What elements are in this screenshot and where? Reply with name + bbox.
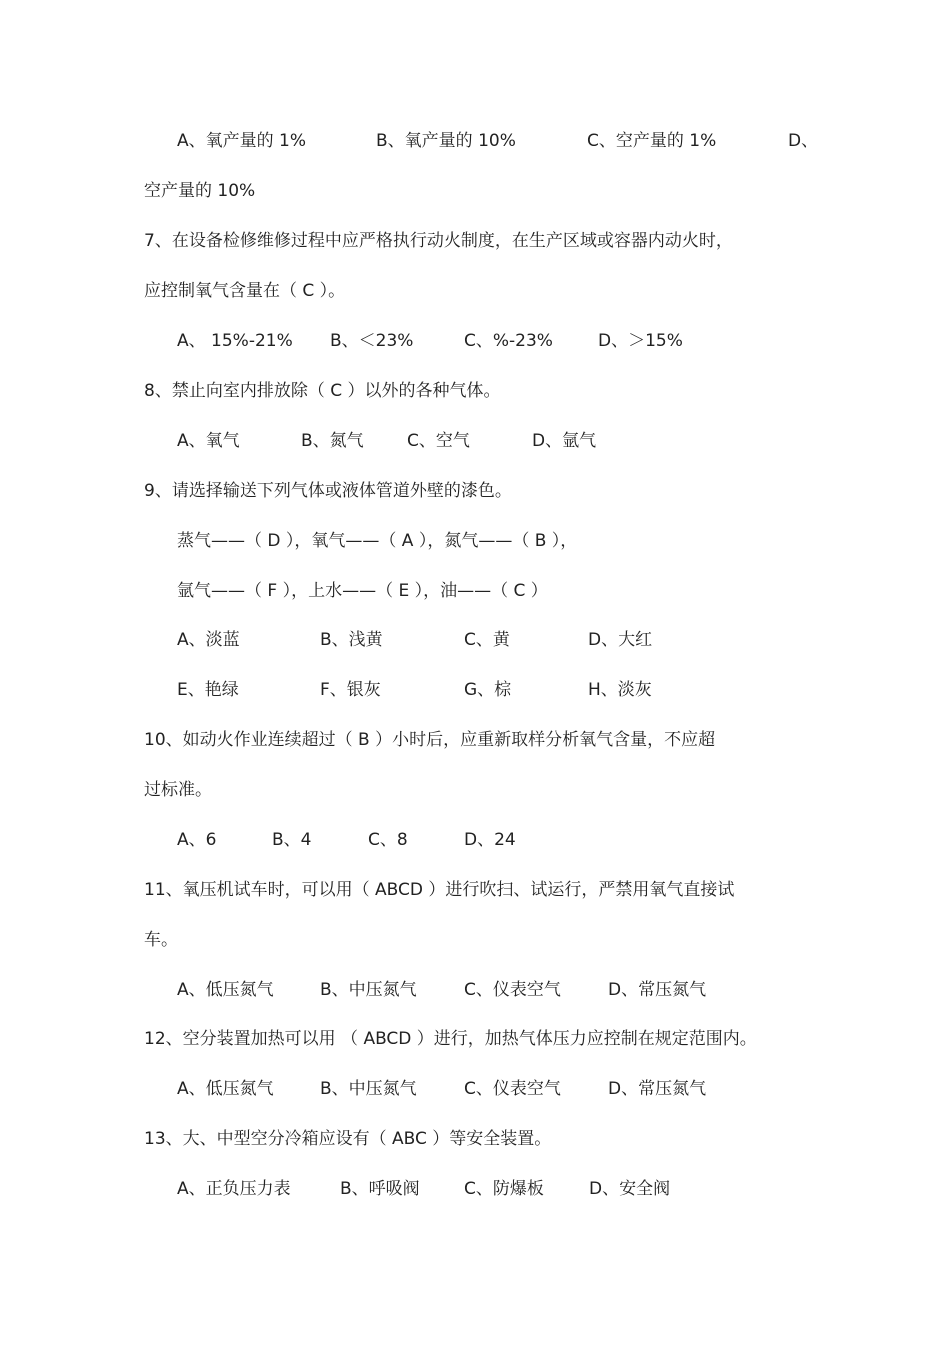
q9-option-f: F、银灰 [320, 680, 381, 700]
q9-option-a: A、淡蓝 [177, 630, 240, 650]
q13-option-c: C、防爆板 [464, 1179, 544, 1199]
q13-option-d: D、安全阀 [589, 1179, 671, 1199]
q11-text2: 车。 [144, 930, 178, 950]
q9-text3: 氩气——（ F ），上水——（ E ），油——（ C ） [177, 581, 548, 601]
q7-text2: 应控制氧气含量在（ C ）。 [144, 281, 346, 301]
q9-option-h: H、淡灰 [588, 680, 652, 700]
q7-option-b: B、＜23% [330, 331, 414, 351]
q10-option-a: A、6 [177, 830, 217, 850]
q7-text1: 7、在设备检修维修过程中应严格执行动火制度，在生产区域或容器内动火时， [144, 231, 733, 251]
q12-option-d: D、常压氮气 [608, 1079, 707, 1099]
q8-text: 8、禁止向室内排放除（ C ）以外的各种气体。 [144, 381, 501, 401]
q10-text1: 10、如动火作业连续超过（ B ）小时后，应重新取样分析氧气含量，不应超 [144, 730, 716, 750]
q12-option-b: B、中压氮气 [320, 1079, 417, 1099]
q11-option-a: A、低压氮气 [177, 980, 274, 1000]
q11-option-b: B、中压氮气 [320, 980, 417, 1000]
q12-option-c: C、仪表空气 [464, 1079, 561, 1099]
q13-option-b: B、呼吸阀 [340, 1179, 420, 1199]
q7-option-a: A、 15%-21% [177, 331, 293, 351]
q6-option-d: D、 [788, 131, 819, 151]
q10-option-d: D、24 [464, 830, 516, 850]
q9-option-c: C、黄 [464, 630, 510, 650]
q11-option-d: D、常压氮气 [608, 980, 707, 1000]
q7-option-c: C、%-23% [464, 331, 553, 351]
q11-option-c: C、仪表空气 [464, 980, 561, 1000]
q6-option-b: B、氧产量的 10% [376, 131, 516, 151]
q7-option-d: D、＞15% [598, 331, 683, 351]
q10-option-b: B、4 [272, 830, 312, 850]
q9-text: 9、请选择输送下列气体或液体管道外壁的漆色。 [144, 481, 512, 501]
q9-option-e: E、艳绿 [177, 680, 239, 700]
q8-option-c: C、空气 [407, 431, 470, 451]
q6-option-c: C、空产量的 1% [587, 131, 717, 151]
q12-text: 12、空分装置加热可以用 （ ABCD ）进行，加热气体压力应控制在规定范围内。 [144, 1029, 757, 1049]
q9-option-d: D、大红 [588, 630, 653, 650]
q9-option-b: B、浅黄 [320, 630, 383, 650]
q13-text: 13、大、中型空分冷箱应设有（ ABC ）等安全装置。 [144, 1129, 552, 1149]
q11-text1: 11、氧压机试车时，可以用（ ABCD ）进行吹扫、试运行，严禁用氧气直接试 [144, 880, 735, 900]
q12-option-a: A、低压氮气 [177, 1079, 274, 1099]
q10-option-c: C、8 [368, 830, 408, 850]
q10-text2: 过标准。 [144, 780, 212, 800]
q8-option-b: B、氮气 [301, 431, 364, 451]
q13-option-a: A、正负压力表 [177, 1179, 291, 1199]
q8-option-a: A、氧气 [177, 431, 240, 451]
q8-option-d: D、氩气 [532, 431, 597, 451]
q9-option-g: G、棕 [464, 680, 512, 700]
q6-continuation: 空产量的 10% [144, 181, 256, 201]
q9-text2: 蒸气——（ D ），氧气——（ A ），氮气——（ B ）， [177, 531, 578, 551]
q6-option-a: A、氧产量的 1% [177, 131, 307, 151]
